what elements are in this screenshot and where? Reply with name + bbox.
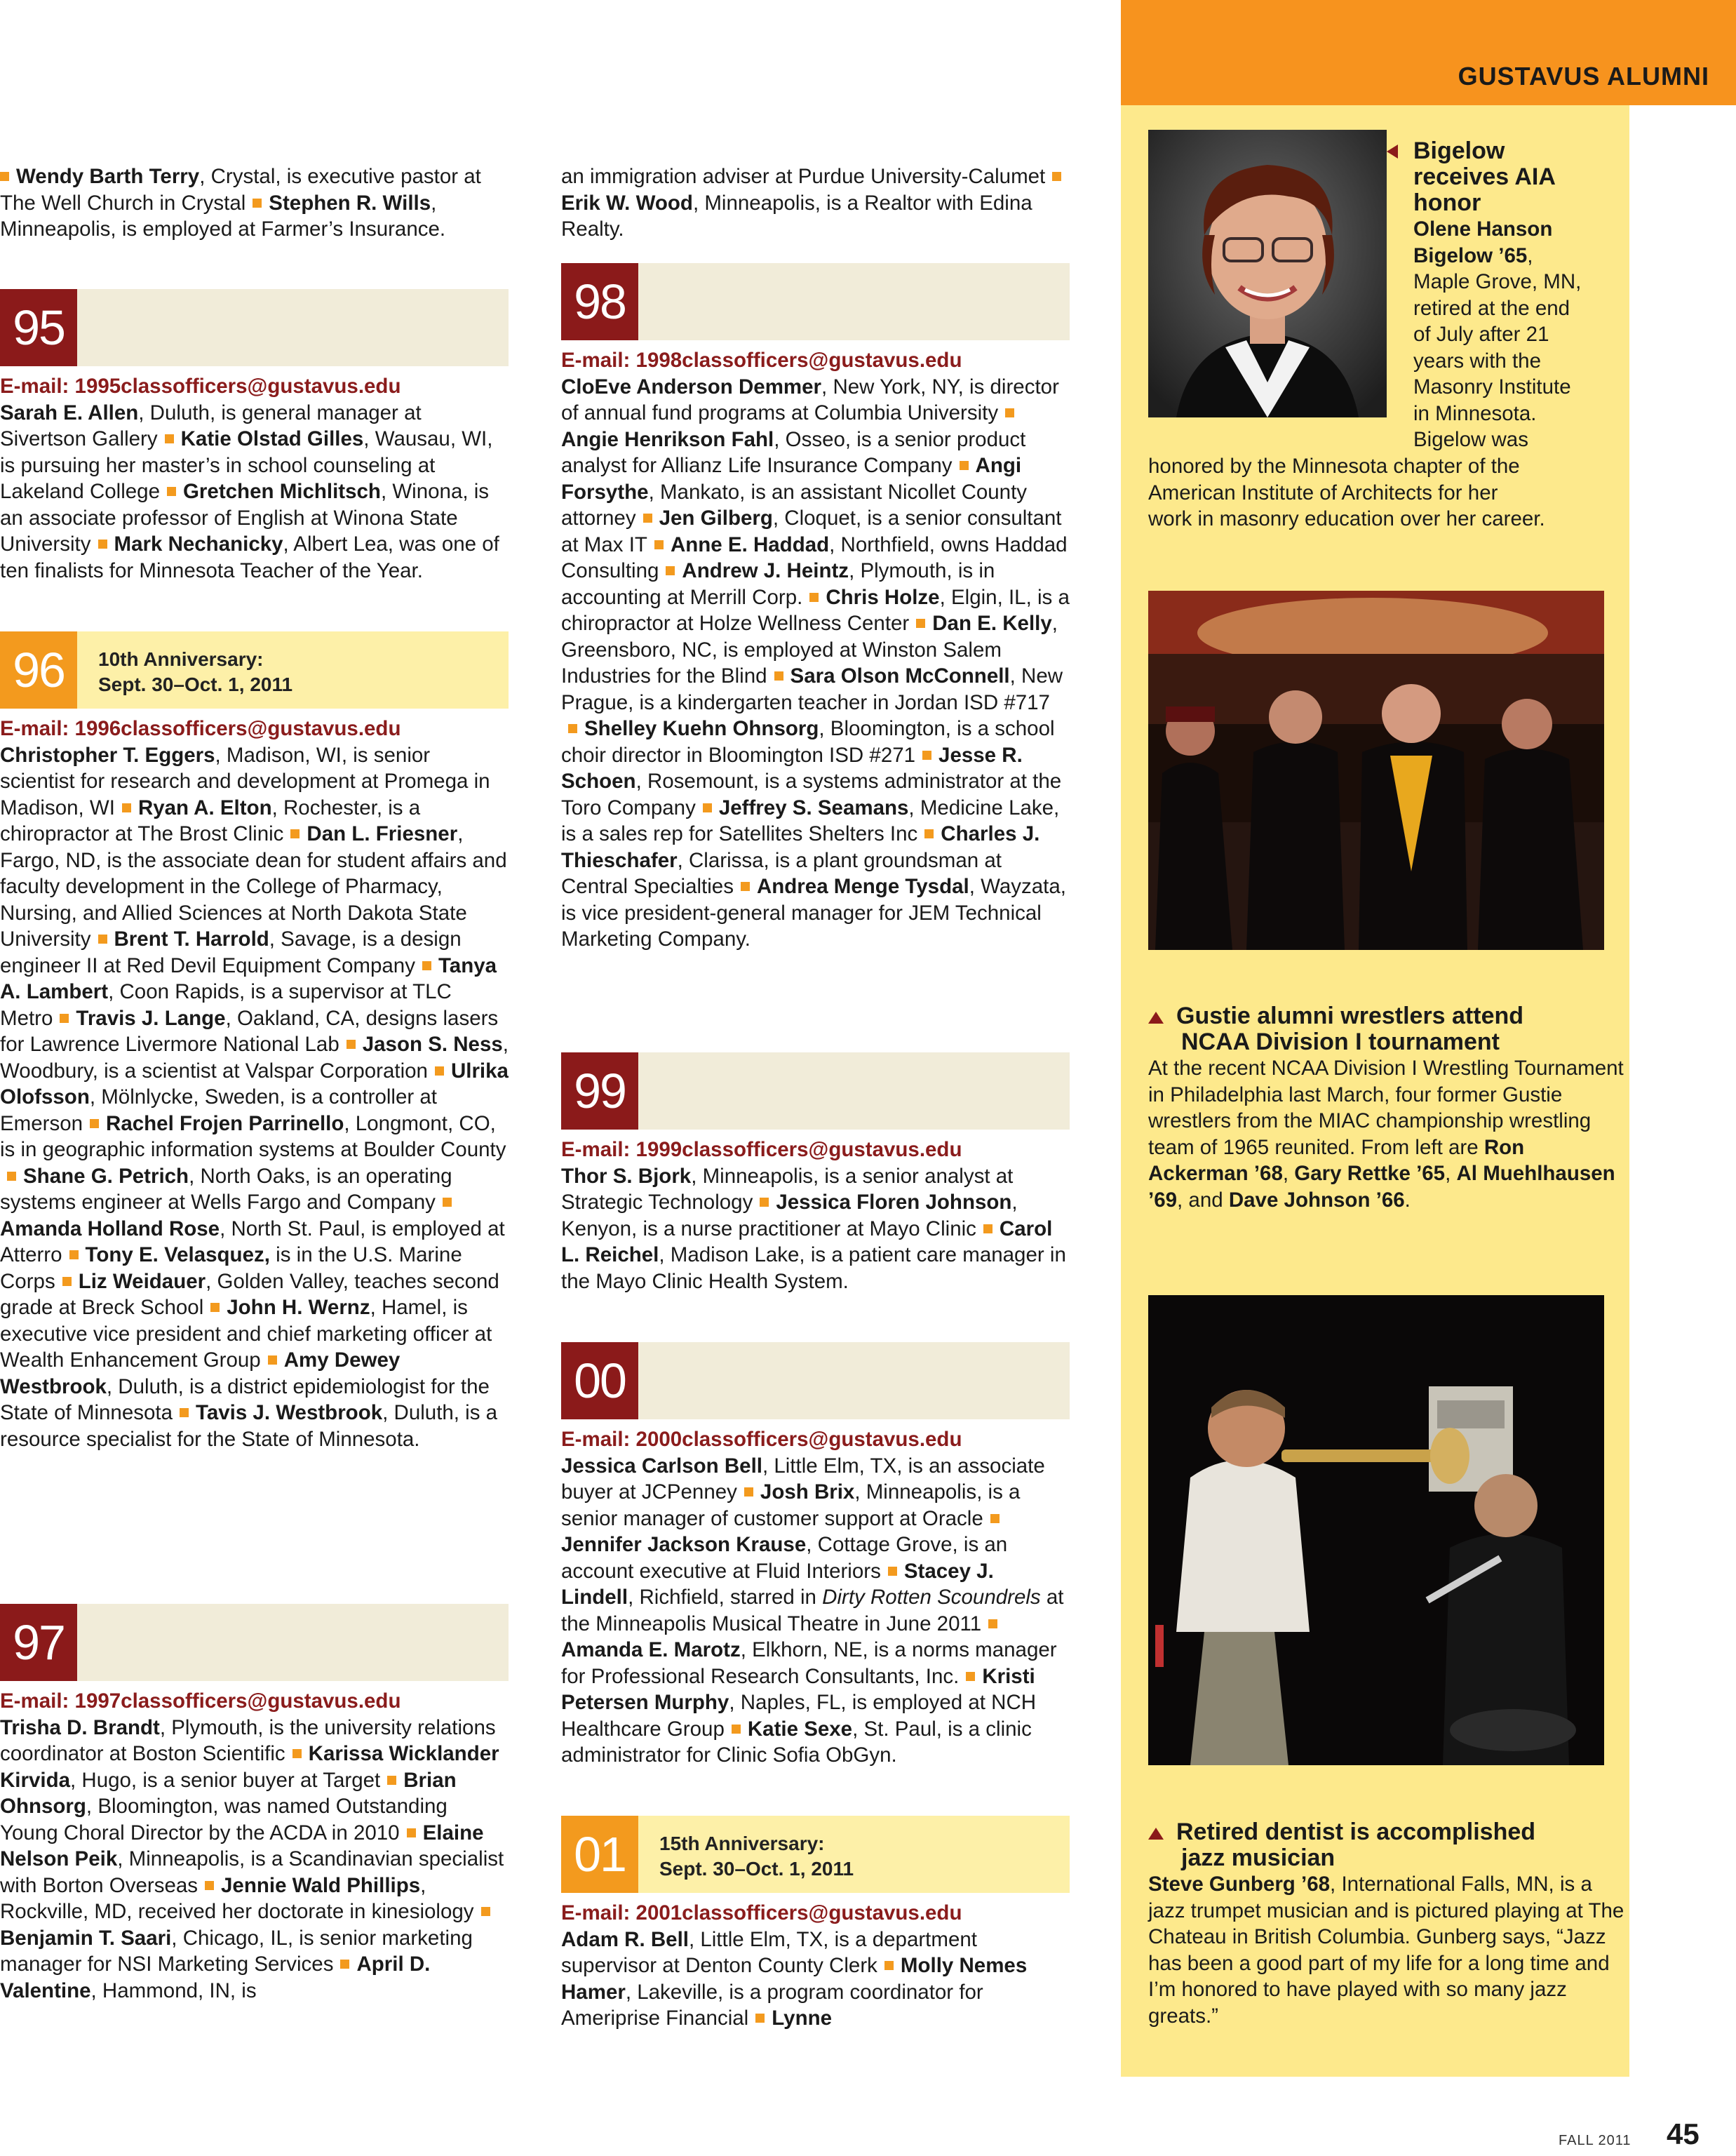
entry-text: , Duluth, is a resource specialist for the State of Minnesota.: [0, 1401, 498, 1451]
headline-line: Retired dentist is accomplished: [1176, 1819, 1536, 1845]
alumni-name: Gretchen Michlitsch: [182, 480, 381, 503]
page-number: 45: [1667, 2117, 1700, 2150]
wrestlers-image: [1148, 591, 1604, 950]
alumni-name: Jessica Carlson Bell: [561, 1454, 762, 1478]
entry-text: , Savage, is a design engineer II at Red Devil Equipment Company: [0, 928, 462, 977]
entry-text: , Woodbury, is a scientist at Valspar Corporation: [0, 1033, 509, 1083]
body-line: honored by the Minnesota chapter of the: [1148, 455, 1520, 478]
bullet-icon: [568, 724, 577, 733]
bullet-icon: [922, 751, 931, 760]
alumni-name: Andrea Menge Tysdal: [756, 875, 969, 898]
class-email[interactable]: E-mail: 1997classofficers@gustavus.edu: [0, 1689, 401, 1713]
bullet-icon: [966, 1672, 975, 1681]
bullet-icon: [180, 1408, 189, 1417]
bullet-icon: [167, 487, 176, 496]
section-98: [561, 347, 1070, 953]
class-email[interactable]: E-mail: 2001classofficers@gustavus.edu: [561, 1901, 962, 1924]
alumni-name: Amanda E. Marotz: [561, 1638, 741, 1661]
bullet-icon: [988, 1619, 997, 1628]
bigelow-headline: [1413, 138, 1624, 216]
alumni-name: Tanya A. Lambert: [0, 953, 497, 1003]
alumni-name: Sarah E. Allen: [0, 401, 139, 424]
bullet-icon: [741, 882, 750, 891]
entry-text: , Minneapolis, is a Realtor with Edina Realty.: [561, 191, 1032, 241]
alumni-name: Jennie Wald Phillips: [221, 1873, 421, 1897]
class-email[interactable]: E-mail: 1996classofficers@gustavus.edu: [0, 717, 401, 740]
entry-text: , Crystal, is executive pastor at The Well Church in Crystal: [0, 165, 481, 215]
bullet-icon: [98, 935, 107, 944]
show-title: Dirty Rotten Scoundrels: [822, 1586, 1041, 1609]
entry-text: , Elkhorn, NE, is a norms manager for Professional Research Consultants, Inc.: [561, 1638, 1057, 1688]
alumni-name: Angi Forsythe: [561, 454, 1022, 504]
alumni-name: Al Muehlhausen ’69: [1148, 1162, 1615, 1212]
alumni-name: Tavis J. Westbrook: [195, 1401, 383, 1424]
body-line: Bigelow was: [1413, 428, 1528, 451]
bullet-icon: [960, 461, 969, 470]
entry-text: is in the U.S. Marine Corps: [0, 1243, 462, 1293]
alumni-name: Benjamin T. Saari: [0, 1926, 172, 1950]
bullet-icon: [62, 1277, 72, 1286]
bullet-icon: [703, 803, 712, 812]
alumni-name: Rachel Frojen Parrinello: [106, 1111, 344, 1135]
entry-text: ,: [1445, 1162, 1457, 1185]
body-line: retired at the end: [1413, 296, 1570, 320]
year-label: 98: [561, 263, 638, 340]
jazz-photo: [1148, 1295, 1604, 1765]
entry-text: , Clarissa, is a plant groundsman at Central Specialties: [561, 848, 1002, 898]
bullet-icon: [654, 540, 664, 549]
section-96: [0, 716, 509, 1452]
body-line: work in masonry education over her career.: [1148, 507, 1545, 530]
alumni-name: Trisha D. Brandt: [0, 1715, 160, 1739]
headline-line: receives AIA: [1413, 163, 1556, 190]
bullet-icon: [1005, 408, 1014, 417]
entry-text: ,: [1527, 243, 1533, 267]
entry-text: , Naples, FL, is employed at NCH Healthcare Group: [561, 1691, 1037, 1741]
jazz-story: [1148, 1819, 1625, 2029]
headline-line: Gustie alumni wrestlers attend: [1176, 1003, 1524, 1029]
bullet-icon: [732, 1725, 741, 1734]
alumni-name: Olene Hanson: [1413, 217, 1553, 241]
bullet-icon: [290, 829, 300, 838]
alumni-name: Angie Henrikson Fahl: [561, 427, 774, 451]
alumni-name: Katie Olstad Gilles: [180, 427, 364, 450]
alumni-name: John H. Wernz: [227, 1296, 370, 1319]
bullet-icon: [210, 1303, 220, 1312]
entry-text: , Mankato, is an assistant Nicollet County attorney: [561, 480, 1028, 530]
entry-text: , Rockville, MD, received her doctorate in kinesiology: [0, 1873, 474, 1923]
bullet-icon: [0, 172, 9, 181]
anniversary-title: 10th Anniversary:: [98, 648, 264, 670]
entry-text: , International Falls, MN, is a jazz trumpet musician and is pictured playing at The Chateau in British Columbia. Gunberg says, “Jazz has been a good part of my life for a long time and I’m honored to have played with so many jazz greats.”: [1148, 1873, 1624, 2028]
year-bar-97: [0, 1604, 509, 1681]
alumni-name: Steve Gunberg ’68: [1148, 1873, 1331, 1896]
alumni-name: Ryan A. Elton: [137, 796, 272, 819]
portrait-image: [1148, 130, 1387, 417]
section-01: [561, 1900, 1070, 2032]
bullet-icon: [253, 199, 262, 208]
entry-text: , Wayzata, is vice president-general manager for JEM Technical Marketing Company.: [561, 875, 1066, 951]
bullet-icon: [7, 1172, 16, 1181]
entry-text: , Minneapolis, is a Scandinavian specialist with Borton Overseas: [0, 1847, 504, 1897]
alumni-name: Josh Brix: [760, 1480, 855, 1504]
alumni-name: Elaine Nelson Peik: [0, 1821, 484, 1870]
entry-text: , New York, NY, is director of annual fund programs at Columbia University: [561, 375, 1059, 424]
alumni-name: Christopher T. Eggers: [0, 743, 215, 767]
bullet-icon: [205, 1881, 214, 1890]
alumni-name: Erik W. Wood: [561, 191, 693, 215]
entry-text: , Elgin, IL, is a chiropractor at Holze Wellness Center: [561, 585, 1070, 635]
alumni-name: Tony E. Velasquez,: [85, 1243, 270, 1266]
alumni-name: Amy Dewey Westbrook: [0, 1348, 401, 1398]
alumni-name: Mark Nechanicky: [114, 533, 283, 556]
body-line: in Minnesota.: [1413, 401, 1537, 425]
section-97: [0, 1688, 509, 2004]
jazz-image: [1148, 1295, 1604, 1765]
alumni-name: Shane G. Petrich: [23, 1164, 189, 1188]
entry-text: , Coon Rapids, is a supervisor at TLC Metro: [0, 980, 452, 1030]
alumni-name: Adam R. Bell: [561, 1927, 689, 1951]
headline-line: honor: [1413, 189, 1481, 216]
alumni-name: Travis J. Lange: [76, 1006, 226, 1030]
alumni-name: Kristi Petersen Murphy: [561, 1664, 1035, 1714]
bullet-icon: [422, 961, 431, 970]
bullet-icon: [292, 1749, 302, 1758]
entry-text: , Cloquet, is a senior consultant at Max IT: [561, 507, 1062, 556]
year-bar-95: [0, 289, 509, 366]
entry-text: , and: [1177, 1188, 1229, 1212]
alumni-name: Wendy Barth Terry: [16, 165, 200, 188]
bullet-icon: [809, 593, 819, 602]
year-label: 95: [0, 289, 77, 366]
entry-text: ,: [1282, 1162, 1295, 1185]
bullet-icon: [340, 1960, 349, 1969]
entry-text: , Lakeville, is a program coordinator for Ameriprise Financial: [561, 1980, 983, 2030]
entry-text: , Wausau, WI, is pursuing her master’s in school counseling at Lakeland College: [0, 427, 493, 503]
anniversary-dates: Sept. 30–Oct. 1, 2011: [659, 1858, 854, 1880]
entry-text: , Hammond, IN, is: [90, 1978, 257, 2002]
alumni-name: Stacey J. Lindell: [561, 1559, 994, 1609]
section-00: [561, 1426, 1070, 1769]
entry-text: , Greensboro, NC, is employed at Winston Salem Industries for the Blind: [561, 612, 1058, 688]
arrow-up-icon: [1148, 1828, 1164, 1840]
alumni-name: Dan E. Kelly: [932, 612, 1052, 635]
alumni-name: CloEve Anderson Demmer: [561, 375, 822, 399]
alumni-name: Jeffrey S. Seamans: [718, 796, 909, 819]
issue-label: FALL 2011: [1559, 2133, 1631, 2148]
bullet-icon: [122, 803, 131, 812]
alumni-name: Anne E. Haddad: [670, 533, 830, 556]
entry-text: , Hugo, is a senior buyer at Target: [70, 1768, 381, 1792]
alumni-name: Karissa Wicklander Kirvida: [0, 1742, 499, 1792]
class-email[interactable]: E-mail: 1999classofficers@gustavus.edu: [561, 1138, 962, 1161]
entry-text: , Minneapolis, is employed at Farmer’s Insurance.: [0, 191, 446, 241]
alumni-name: Carol L. Reichel: [561, 1217, 1053, 1266]
year-label: 99: [561, 1052, 638, 1130]
header-band: [1121, 0, 1736, 105]
alumni-name: Katie Sexe: [747, 1717, 853, 1741]
bullet-icon: [888, 1567, 897, 1576]
alumni-name: Liz Weidauer: [78, 1269, 206, 1293]
alumni-name: Dave Johnson ’66: [1228, 1188, 1405, 1212]
year-bar-01: [561, 1816, 1070, 1893]
section-95: [0, 373, 509, 584]
entry-text: .: [1404, 1188, 1411, 1212]
alumni-name: Lynne: [772, 2007, 833, 2030]
year-bar-00: [561, 1342, 1070, 1419]
bullet-icon: [666, 566, 675, 575]
alumni-name: Brent T. Harrold: [114, 928, 269, 951]
headline-line: NCAA Division I tournament: [1181, 1029, 1500, 1055]
entry-text: an immigration adviser at Purdue University-Calumet: [561, 165, 1046, 188]
body-line: Masonry Institute: [1413, 375, 1571, 399]
body-line: of July after 21: [1413, 323, 1549, 346]
alumni-name: Bigelow ’65: [1413, 243, 1528, 267]
alumni-name: Jessica Floren Johnson: [776, 1191, 1012, 1214]
alumni-name: Dan L. Friesner: [307, 822, 458, 845]
entry-text: , Medicine Lake, is a sales rep for Satellites Shelters Inc: [561, 796, 1060, 845]
class-email[interactable]: E-mail: 2000classofficers@gustavus.edu: [561, 1428, 962, 1451]
bullet-icon: [90, 1119, 99, 1128]
entry-text: , Little Elm, TX, is an associate buyer at JCPenney: [561, 1454, 1045, 1504]
entry-text: , Albert Lea, was one of ten finalists for Minnesota Teacher of the Year.: [0, 533, 499, 582]
entry-text: , Plymouth, is in accounting at Merrill Corp.: [561, 559, 995, 609]
arrow-left-icon: [1387, 145, 1398, 159]
alumni-name: Brian Ohnsorg: [0, 1768, 457, 1818]
entry-text: , Bloomington, was named Outstanding Young Choral Director by the ACDA in 2010: [0, 1795, 448, 1844]
alumni-name: Charles J. Thieschafer: [561, 822, 1040, 872]
entry-text: at the Minneapolis Musical Theatre in June 2011: [561, 1586, 1064, 1635]
bullet-icon: [60, 1014, 69, 1023]
entry-text: , New Prague, is a kindergarten teacher in Jordan ISD #717: [561, 664, 1063, 714]
bullet-icon: [1052, 172, 1061, 181]
alumni-name: Gary Rettke ’65: [1294, 1162, 1446, 1185]
year-label: 97: [0, 1604, 77, 1681]
bullet-icon: [69, 1250, 79, 1259]
arrow-up-icon: [1148, 1012, 1164, 1024]
year-label: 96: [0, 631, 77, 709]
class-email[interactable]: E-mail: 1995classofficers@gustavus.edu: [0, 375, 401, 398]
bullet-icon: [916, 619, 925, 628]
year-bar-99: [561, 1052, 1070, 1130]
alumni-name: Thor S. Bjork: [561, 1164, 692, 1188]
entry-text: , Minneapolis, is a senior manager of customer support at Oracle: [561, 1480, 1021, 1530]
alumni-name: April D. Valentine: [0, 1953, 431, 2002]
alumni-name: Stephen R. Wills: [269, 191, 431, 215]
alumni-name: Jason S. Ness: [362, 1033, 503, 1056]
headline-line: Bigelow: [1413, 138, 1505, 164]
alumni-name: Ron Ackerman ’68: [1148, 1135, 1525, 1185]
entry-text: , Mölnlycke, Sweden, is a controller at Emerson: [0, 1085, 438, 1135]
entry-text: , North Oaks, is an operating systems engineer at Wells Fargo and Company: [0, 1164, 452, 1214]
entry-text: , Cottage Grove, is an account executive at Fluid Interiors: [561, 1533, 1008, 1583]
entry-text: , North St. Paul, is employed at Atterro: [0, 1217, 505, 1266]
entry-text: , Rosemount, is a systems administrator at the Toro Company: [561, 770, 1062, 819]
bullet-icon: [643, 514, 652, 523]
alumni-name: Jesse R. Schoen: [561, 743, 1023, 793]
bullet-icon: [755, 2014, 765, 2023]
entry-text: , Duluth, is a district epidemiologist for the State of Minnesota: [0, 1374, 490, 1424]
body-line: American Institute of Architects for her: [1148, 481, 1498, 504]
entry-text: , Richfield, starred in: [628, 1586, 823, 1609]
portrait-photo: [1148, 130, 1387, 417]
bigelow-body-wide: [1148, 453, 1625, 533]
bullet-icon: [990, 1514, 1000, 1523]
alumni-name: Andrew J. Heintz: [682, 559, 849, 582]
entry-text: , Hamel, is executive vice president and chief marketing officer at Wealth Enhancement Group: [0, 1296, 492, 1372]
entry-text: , Longmont, CO, is in geographic information systems at Boulder County: [0, 1111, 506, 1161]
anniversary-dates: Sept. 30–Oct. 1, 2011: [98, 674, 293, 695]
wrestlers-headline: [1148, 1003, 1625, 1029]
entry-text: At the recent NCAA Division I Wrestling Tournament in Philadelphia last March, four former Gustie wrestlers from the MIAC championship wrestling team of 1965 reunited. From left are: [1148, 1057, 1624, 1159]
jazz-headline: [1148, 1819, 1625, 1845]
body-line: Maple Grove, MN,: [1413, 270, 1582, 293]
anniversary-title: 15th Anniversary:: [659, 1833, 825, 1854]
entry-text: , Bloomington, is a school choir director in Bloomington ISD #271: [561, 717, 1055, 767]
anniversary-note: [659, 1831, 854, 1882]
entry-text: , Fargo, ND, is the associate dean for student affairs and faculty development in the College of Pharmacy, Nursing, and Allied Sciences at North Dakota State University: [0, 822, 507, 951]
entry-text: , Oakland, CA, designs lasers for Lawrence Livermore National Lab: [0, 1006, 499, 1056]
alumni-name: Shelley Kuehn Ohnsorg: [584, 717, 819, 740]
alumni-name: Sara Olson McConnell: [790, 664, 1010, 688]
year-bar-98: [561, 263, 1070, 340]
bullet-icon: [435, 1066, 444, 1076]
alumni-name: Molly Nemes Hamer: [561, 1954, 1028, 2004]
section-title: GUSTAVUS ALUMNI: [1458, 62, 1709, 91]
anniversary-note: [98, 647, 292, 697]
bullet-icon: [744, 1487, 753, 1497]
alumni-name: Jennifer Jackson Krause: [561, 1533, 807, 1556]
bullet-icon: [884, 1961, 894, 1970]
col2-intro: [561, 163, 1070, 243]
entry-text: , Kenyon, is a nurse practitioner at Mayo Clinic: [561, 1191, 1018, 1240]
entry-text: , Winona, is an associate professor of English at Winona State University: [0, 480, 490, 556]
entry-text: , Little Elm, TX, is a department supervisor at Denton County Clerk: [561, 1927, 977, 1977]
entry-text: , Osseo, is a senior product analyst for Allianz Life Insurance Company: [561, 427, 1026, 477]
bullet-icon: [760, 1198, 769, 1207]
entry-text: , Plymouth, is the university relations coordinator at Boston Scientific: [0, 1715, 496, 1765]
alumni-name: Amanda Holland Rose: [0, 1217, 220, 1240]
entry-text: , St. Paul, is a clinic administrator for Clinic Sofia ObGyn.: [561, 1717, 1032, 1767]
bullet-icon: [387, 1776, 396, 1785]
body-line: years with the: [1413, 349, 1541, 373]
entry-text: , Duluth, is general manager at Sivertson Gallery: [0, 401, 422, 450]
entry-text: , Northfield, owns Haddad Consulting: [561, 533, 1068, 582]
bullet-icon: [407, 1828, 416, 1837]
year-bar-96: [0, 631, 509, 709]
entry-text: , Rochester, is a chiropractor at The Brost Clinic: [0, 796, 421, 845]
bullet-icon: [924, 829, 934, 838]
year-label: 00: [561, 1342, 638, 1419]
alumni-name: Ulrika Olofsson: [0, 1059, 509, 1109]
bullet-icon: [346, 1040, 356, 1049]
section-99: [561, 1137, 1070, 1294]
bullet-icon: [481, 1907, 490, 1916]
entry-text: , Minneapolis, is a senior analyst at Strategic Technology: [561, 1164, 1014, 1214]
bigelow-body: [1413, 216, 1624, 453]
year-label: 01: [561, 1816, 638, 1893]
wrestlers-story: [1148, 1003, 1625, 1213]
col1-intro: [0, 163, 509, 243]
bigelow-story: [1413, 138, 1624, 216]
wrestlers-photo: [1148, 591, 1604, 950]
alumni-name: Jen Gilberg: [659, 507, 773, 530]
bullet-icon: [165, 434, 174, 443]
class-email[interactable]: E-mail: 1998classofficers@gustavus.edu: [561, 349, 962, 372]
headline-line: jazz musician: [1181, 1844, 1335, 1871]
bullet-icon: [983, 1224, 993, 1233]
entry-text: , Madison, WI, is senior scientist for research and development at Promega in Madison, WI: [0, 743, 490, 819]
alumni-name: Chris Holze: [826, 585, 940, 609]
bullet-icon: [443, 1198, 452, 1207]
bullet-icon: [98, 540, 107, 549]
entry-text: , Chicago, IL, is senior marketing manager for NSI Marketing Services: [0, 1926, 473, 1976]
bullet-icon: [774, 671, 783, 681]
entry-text: , Madison Lake, is a patient care manager in the Mayo Clinic Health System.: [561, 1243, 1066, 1293]
bullet-icon: [268, 1355, 277, 1365]
entry-text: , Golden Valley, teaches second grade at Breck School: [0, 1269, 499, 1319]
